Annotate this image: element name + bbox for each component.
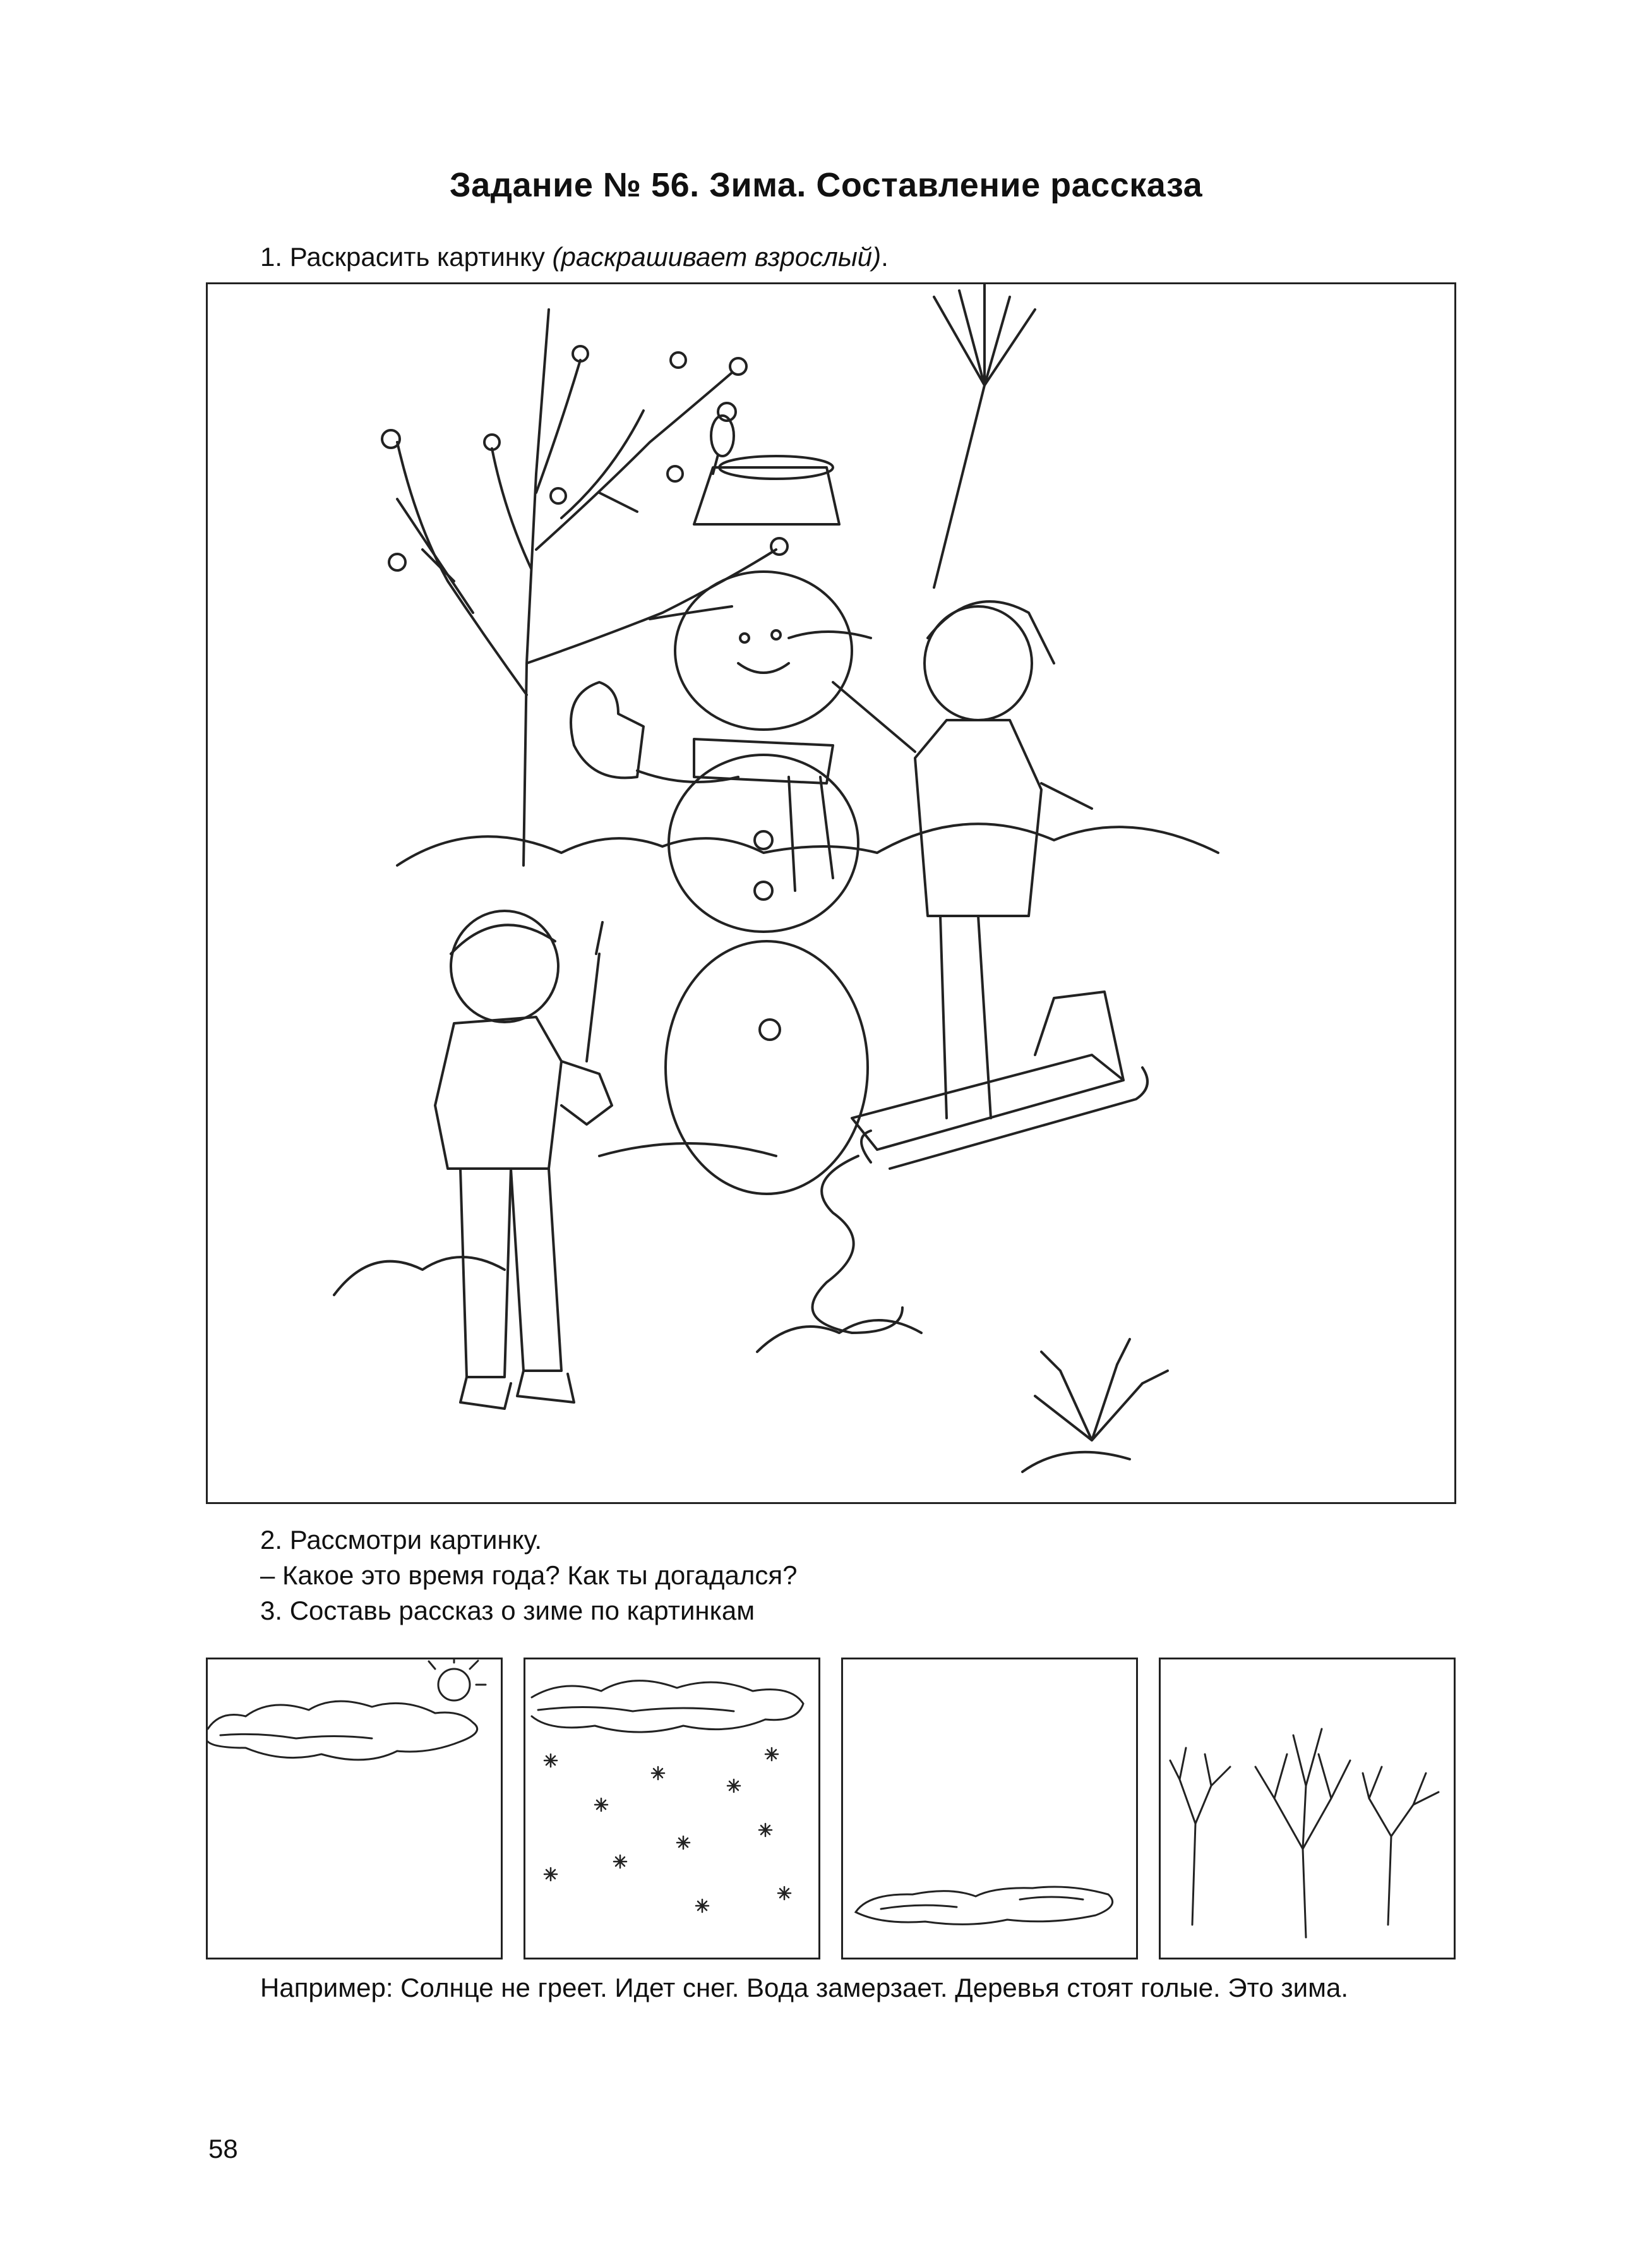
- task-3-line: 3. Составь рассказ о зиме по картинкам: [260, 1596, 755, 1625]
- boy-drawing: [435, 911, 612, 1409]
- task-1-note: (раскрашивает взрослый): [552, 242, 882, 272]
- frozen-puddle-drawing: [843, 1659, 1136, 1958]
- task-1-text: 1. Раскрасить картинку: [260, 242, 553, 272]
- snow-drift-left: [334, 1257, 505, 1295]
- girl-drawing: [833, 601, 1092, 1118]
- panel-frozen-puddle: [841, 1658, 1138, 1959]
- task-2-line-2: – Какое это время года? Как ты догадался?: [260, 1560, 798, 1590]
- bare-trees-drawing: [1161, 1659, 1454, 1958]
- panel-bare-trees: [1159, 1658, 1456, 1959]
- story-panels: [206, 1658, 1456, 1959]
- snow-drift-middle: [757, 1320, 921, 1352]
- sled-rope: [813, 1156, 903, 1333]
- mitten-drawing: [571, 682, 643, 778]
- snow-hill-line: [397, 824, 1218, 865]
- sun-icon: [438, 1669, 470, 1700]
- task-1-end: .: [881, 242, 889, 272]
- sled-drawing: [813, 992, 1148, 1333]
- example-story: Например: Солнце не греет. Идет снег. Вода замерзает. Деревья стоят голые. Это зима.: [260, 1973, 1348, 2002]
- winter-illustration-frame: [206, 282, 1456, 1504]
- task-2-line-1: 2. Рассмотри картинку.: [260, 1525, 542, 1555]
- rowan-tree: [382, 310, 787, 865]
- winter-scene-illustration: [208, 284, 1454, 1502]
- broom-drawing: [934, 284, 1035, 587]
- task-1-instruction: [260, 242, 889, 272]
- snowman-drawing: [666, 456, 871, 1194]
- bush-drawing: [1022, 1339, 1168, 1472]
- panel-clouds-sun: [206, 1658, 503, 1959]
- page-number: 58: [208, 2134, 238, 2164]
- page-title: Задание № 56. Зима. Составление рассказа: [449, 166, 1203, 204]
- snowflakes: [544, 1748, 791, 1912]
- snowfall-drawing: [525, 1659, 818, 1958]
- clouds-sun-drawing: [208, 1659, 501, 1958]
- panel-snowfall: [524, 1658, 820, 1959]
